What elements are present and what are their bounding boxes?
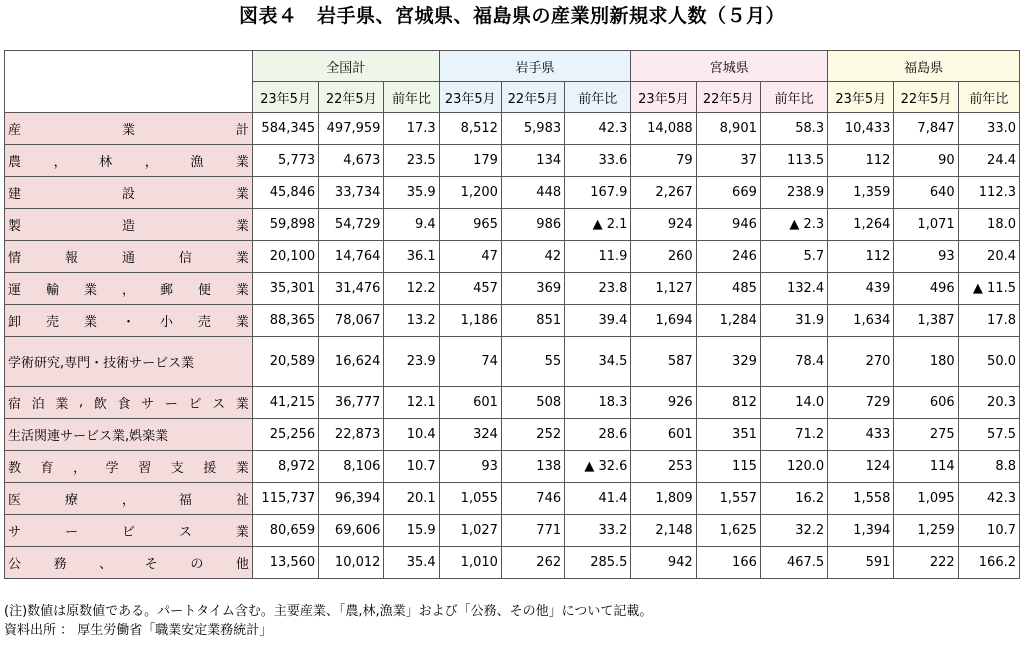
industry-label-char: ス bbox=[212, 397, 226, 412]
industry-label bbox=[5, 145, 253, 177]
industry-label-char: の bbox=[190, 557, 204, 572]
value-cell: 253 bbox=[631, 451, 696, 483]
value-cell: 1,095 bbox=[894, 483, 958, 515]
value-cell: 34.5 bbox=[565, 337, 631, 387]
value-cell: 1,127 bbox=[631, 273, 696, 305]
value-cell: 20,589 bbox=[252, 337, 318, 387]
industry-label-char: 売 bbox=[45, 315, 59, 330]
value-cell: 1,694 bbox=[631, 305, 696, 337]
value-cell: 45,846 bbox=[252, 177, 318, 209]
value-cell: 439 bbox=[828, 273, 894, 305]
industry-label-char: ， bbox=[121, 493, 135, 508]
industry-label-char: 業 bbox=[235, 461, 249, 476]
industry-label bbox=[5, 419, 253, 451]
value-cell: 606 bbox=[894, 387, 958, 419]
value-cell: 729 bbox=[828, 387, 894, 419]
value-cell: 8,972 bbox=[252, 451, 318, 483]
value-cell: 262 bbox=[501, 547, 564, 579]
industry-label-char: 業 bbox=[83, 283, 97, 298]
industry-label-char: 運 bbox=[8, 283, 22, 298]
value-cell: 42.3 bbox=[565, 113, 631, 145]
value-cell: 20.1 bbox=[384, 483, 439, 515]
value-cell: 33,734 bbox=[319, 177, 384, 209]
value-cell: 222 bbox=[894, 547, 958, 579]
value-cell: 69,606 bbox=[319, 515, 384, 547]
sub-header-iwate-2: 前年比 bbox=[565, 82, 631, 113]
value-cell: 587 bbox=[631, 337, 696, 387]
industry-label-char: 業 bbox=[235, 315, 249, 330]
table-row bbox=[5, 387, 1020, 419]
industry-label bbox=[5, 547, 253, 579]
value-cell: 23.8 bbox=[565, 273, 631, 305]
value-cell: 93 bbox=[894, 241, 958, 273]
value-cell: 50.0 bbox=[958, 337, 1019, 387]
value-cell: 1,186 bbox=[439, 305, 501, 337]
industry-label bbox=[5, 273, 253, 305]
industry-label bbox=[5, 451, 253, 483]
value-cell: ▲ 2.1 bbox=[565, 209, 631, 241]
value-cell: 8,512 bbox=[439, 113, 501, 145]
value-cell: 2,148 bbox=[631, 515, 696, 547]
value-cell: 369 bbox=[501, 273, 564, 305]
table-row bbox=[5, 305, 1020, 337]
value-cell: 433 bbox=[828, 419, 894, 451]
value-cell: 41.4 bbox=[565, 483, 631, 515]
industry-label-char: 業 bbox=[235, 283, 249, 298]
sub-header-national-2: 前年比 bbox=[384, 82, 439, 113]
industry-label-char: ， bbox=[73, 461, 87, 476]
industry-label-char: ・ bbox=[121, 315, 135, 330]
value-cell: 31.9 bbox=[760, 305, 827, 337]
industry-label bbox=[5, 177, 253, 209]
value-cell: 166.2 bbox=[958, 547, 1019, 579]
value-cell: 112 bbox=[828, 145, 894, 177]
value-cell: 31,476 bbox=[319, 273, 384, 305]
industry-label-char: 業 bbox=[235, 155, 249, 170]
industry-label-char: サ bbox=[141, 397, 155, 412]
region-header-iwate: 岩手県 bbox=[439, 51, 631, 82]
value-cell: 601 bbox=[439, 387, 501, 419]
value-cell: 584,345 bbox=[252, 113, 318, 145]
industry-label-char: 情 bbox=[8, 251, 22, 266]
industry-label-char: 林 bbox=[99, 155, 113, 170]
footnote: (注)数値は原数値である。パートタイム含む。主要産業、「農,林,漁業」および「公務、その他」について記載。 bbox=[4, 604, 653, 619]
value-cell: 134 bbox=[501, 145, 564, 177]
value-cell: 57.5 bbox=[958, 419, 1019, 451]
value-cell: 179 bbox=[439, 145, 501, 177]
value-cell: 42.3 bbox=[958, 483, 1019, 515]
value-cell: 37 bbox=[696, 145, 760, 177]
value-cell: 78.4 bbox=[760, 337, 827, 387]
value-cell: 88,365 bbox=[252, 305, 318, 337]
value-cell: ▲ 32.6 bbox=[565, 451, 631, 483]
value-cell: 114 bbox=[894, 451, 958, 483]
value-cell: 1,200 bbox=[439, 177, 501, 209]
value-cell: 74 bbox=[439, 337, 501, 387]
sub-header-national-0: 23年5月 bbox=[252, 82, 318, 113]
industry-label-char: 輸 bbox=[45, 283, 59, 298]
value-cell: 10.4 bbox=[384, 419, 439, 451]
value-cell: 32.2 bbox=[760, 515, 827, 547]
value-cell: 14,764 bbox=[319, 241, 384, 273]
industry-label bbox=[5, 483, 253, 515]
value-cell: 260 bbox=[631, 241, 696, 273]
industry-label-char: 学術研究,専門・技術サービス業 bbox=[8, 356, 195, 371]
value-cell: 138 bbox=[501, 451, 564, 483]
industry-label-char: ー bbox=[64, 525, 78, 540]
value-cell: 36.1 bbox=[384, 241, 439, 273]
value-cell: 942 bbox=[631, 547, 696, 579]
value-cell: 1,284 bbox=[696, 305, 760, 337]
value-cell: 17.3 bbox=[384, 113, 439, 145]
value-cell: 42 bbox=[501, 241, 564, 273]
value-cell: 1,634 bbox=[828, 305, 894, 337]
industry-label-char: ビ bbox=[121, 525, 135, 540]
value-cell: 1,557 bbox=[696, 483, 760, 515]
industry-label-char: 習 bbox=[138, 461, 152, 476]
industry-label-char: ， bbox=[144, 155, 158, 170]
sub-header-miyagi-2: 前年比 bbox=[760, 82, 827, 113]
value-cell: 1,055 bbox=[439, 483, 501, 515]
table-row bbox=[5, 177, 1020, 209]
industry-label-char: 宿 bbox=[8, 397, 22, 412]
table-row bbox=[5, 483, 1020, 515]
industry-label-char: 育 bbox=[40, 461, 54, 476]
value-cell: 20.3 bbox=[958, 387, 1019, 419]
value-cell: 485 bbox=[696, 273, 760, 305]
industry-label-char: 飲 bbox=[93, 397, 107, 412]
industry-label-char: 生活関連サービス業,娯楽業 bbox=[8, 429, 169, 444]
industry-label-char: 業 bbox=[235, 525, 249, 540]
value-cell: 124 bbox=[828, 451, 894, 483]
industry-label-char: 信 bbox=[178, 251, 192, 266]
industry-label-char: 公 bbox=[8, 557, 22, 572]
value-cell: 35,301 bbox=[252, 273, 318, 305]
value-cell: 669 bbox=[696, 177, 760, 209]
industry-label-char: 祉 bbox=[235, 493, 249, 508]
value-cell: 24.4 bbox=[958, 145, 1019, 177]
table-row bbox=[5, 515, 1020, 547]
value-cell: 18.3 bbox=[565, 387, 631, 419]
industry-label bbox=[5, 305, 253, 337]
value-cell: 28.6 bbox=[565, 419, 631, 451]
table-row bbox=[5, 451, 1020, 483]
value-cell: 14.0 bbox=[760, 387, 827, 419]
value-cell: 270 bbox=[828, 337, 894, 387]
value-cell: 10,433 bbox=[828, 113, 894, 145]
industry-label-char: 業 bbox=[55, 397, 69, 412]
table-row bbox=[5, 113, 1020, 145]
industry-label-char: ， bbox=[53, 155, 67, 170]
table-row bbox=[5, 273, 1020, 305]
value-cell: 16,624 bbox=[319, 337, 384, 387]
region-header-miyagi: 宮城県 bbox=[631, 51, 828, 82]
job-openings-table bbox=[4, 50, 1020, 579]
value-cell: 238.9 bbox=[760, 177, 827, 209]
industry-label-char: 療 bbox=[64, 493, 78, 508]
value-cell: 851 bbox=[501, 305, 564, 337]
value-cell: 13.2 bbox=[384, 305, 439, 337]
industry-label-char: 農 bbox=[8, 155, 22, 170]
industry-label bbox=[5, 387, 253, 419]
value-cell: 351 bbox=[696, 419, 760, 451]
value-cell: 33.0 bbox=[958, 113, 1019, 145]
industry-label-char: 建 bbox=[8, 187, 22, 202]
industry-label-char: 業 bbox=[235, 251, 249, 266]
industry-label-char: 設 bbox=[121, 187, 135, 202]
value-cell: 33.2 bbox=[565, 515, 631, 547]
industry-label-char: 、 bbox=[99, 557, 113, 572]
value-cell: 113.5 bbox=[760, 145, 827, 177]
value-cell: 9.4 bbox=[384, 209, 439, 241]
value-cell: 508 bbox=[501, 387, 564, 419]
sub-header-fukushima-0: 23年5月 bbox=[828, 82, 894, 113]
value-cell: 252 bbox=[501, 419, 564, 451]
region-header-fukushima: 福島県 bbox=[828, 51, 1020, 82]
industry-label-char: 便 bbox=[197, 283, 211, 298]
value-cell: 924 bbox=[631, 209, 696, 241]
value-cell: 35.4 bbox=[384, 547, 439, 579]
value-cell: 11.9 bbox=[565, 241, 631, 273]
page-title: 図表４ 岩手県、宮城県、福島県の産業別新規求人数（５月） bbox=[238, 5, 785, 27]
value-cell: 13,560 bbox=[252, 547, 318, 579]
table-row bbox=[5, 419, 1020, 451]
source-note: 資料出所 ： 厚生労働省「職業安定業務統計」 bbox=[4, 623, 273, 638]
value-cell: ▲ 2.3 bbox=[760, 209, 827, 241]
industry-label-char: 報 bbox=[64, 251, 78, 266]
value-cell: 166 bbox=[696, 547, 760, 579]
value-cell: 23.9 bbox=[384, 337, 439, 387]
table-row bbox=[5, 145, 1020, 177]
value-cell: 275 bbox=[894, 419, 958, 451]
corner-cell bbox=[5, 51, 253, 113]
value-cell: 10.7 bbox=[958, 515, 1019, 547]
table-row bbox=[5, 337, 1020, 387]
value-cell: 90 bbox=[894, 145, 958, 177]
value-cell: 1,558 bbox=[828, 483, 894, 515]
value-cell: 96,394 bbox=[319, 483, 384, 515]
industry-label-char: 売 bbox=[197, 315, 211, 330]
value-cell: 496 bbox=[894, 273, 958, 305]
value-cell: 33.6 bbox=[565, 145, 631, 177]
value-cell: 591 bbox=[828, 547, 894, 579]
industry-label-char: , bbox=[79, 395, 84, 410]
industry-label-char: 他 bbox=[235, 557, 249, 572]
value-cell: 78,067 bbox=[319, 305, 384, 337]
value-cell: 324 bbox=[439, 419, 501, 451]
industry-label-char: 小 bbox=[159, 315, 173, 330]
value-cell: 1,394 bbox=[828, 515, 894, 547]
value-cell: 36,777 bbox=[319, 387, 384, 419]
region-header-row bbox=[5, 51, 1020, 82]
industry-label-char: 食 bbox=[117, 397, 131, 412]
value-cell: 16.2 bbox=[760, 483, 827, 515]
value-cell: 5,773 bbox=[252, 145, 318, 177]
value-cell: 4,673 bbox=[319, 145, 384, 177]
value-cell: 1,071 bbox=[894, 209, 958, 241]
value-cell: 8.8 bbox=[958, 451, 1019, 483]
value-cell: 79 bbox=[631, 145, 696, 177]
value-cell: 329 bbox=[696, 337, 760, 387]
value-cell: 5.7 bbox=[760, 241, 827, 273]
value-cell: 746 bbox=[501, 483, 564, 515]
industry-label-char: 郵 bbox=[159, 283, 173, 298]
sub-header-iwate-1: 22年5月 bbox=[501, 82, 564, 113]
value-cell: 285.5 bbox=[565, 547, 631, 579]
value-cell: 93 bbox=[439, 451, 501, 483]
value-cell: 58.3 bbox=[760, 113, 827, 145]
industry-label-char: 福 bbox=[178, 493, 192, 508]
value-cell: 12.1 bbox=[384, 387, 439, 419]
value-cell: 23.5 bbox=[384, 145, 439, 177]
industry-label-char: 製 bbox=[8, 219, 22, 234]
value-cell: 20,100 bbox=[252, 241, 318, 273]
value-cell: 17.8 bbox=[958, 305, 1019, 337]
value-cell: 55 bbox=[501, 337, 564, 387]
table-row bbox=[5, 547, 1020, 579]
value-cell: 180 bbox=[894, 337, 958, 387]
value-cell: 1,359 bbox=[828, 177, 894, 209]
value-cell: 986 bbox=[501, 209, 564, 241]
industry-label-char: 業 bbox=[235, 219, 249, 234]
industry-label-char: 泊 bbox=[31, 397, 45, 412]
industry-label-char: ビ bbox=[188, 397, 202, 412]
sub-header-miyagi-0: 23年5月 bbox=[631, 82, 696, 113]
industry-label-char: ， bbox=[121, 283, 135, 298]
value-cell: 12.2 bbox=[384, 273, 439, 305]
industry-label-char: 造 bbox=[121, 219, 135, 234]
industry-label-char: 務 bbox=[53, 557, 67, 572]
value-cell: 120.0 bbox=[760, 451, 827, 483]
value-cell: 22,873 bbox=[319, 419, 384, 451]
value-cell: 771 bbox=[501, 515, 564, 547]
industry-label-char: 支 bbox=[170, 461, 184, 476]
value-cell: 457 bbox=[439, 273, 501, 305]
value-cell: 601 bbox=[631, 419, 696, 451]
industry-label bbox=[5, 209, 253, 241]
industry-label-char: そ bbox=[144, 557, 158, 572]
industry-label-char: ス bbox=[178, 525, 192, 540]
value-cell: ▲ 11.5 bbox=[958, 273, 1019, 305]
industry-label-char: 卸 bbox=[8, 315, 22, 330]
industry-label-char: 教 bbox=[8, 461, 22, 476]
value-cell: 54,729 bbox=[319, 209, 384, 241]
sub-header-national-1: 22年5月 bbox=[319, 82, 384, 113]
value-cell: 1,010 bbox=[439, 547, 501, 579]
value-cell: 965 bbox=[439, 209, 501, 241]
industry-label-char: 業 bbox=[83, 315, 97, 330]
industry-label-char: ー bbox=[164, 397, 178, 412]
value-cell: 812 bbox=[696, 387, 760, 419]
value-cell: 80,659 bbox=[252, 515, 318, 547]
value-cell: 20.4 bbox=[958, 241, 1019, 273]
region-header-national: 全国計 bbox=[252, 51, 439, 82]
sub-header-iwate-0: 23年5月 bbox=[439, 82, 501, 113]
value-cell: 25,256 bbox=[252, 419, 318, 451]
value-cell: 926 bbox=[631, 387, 696, 419]
industry-label bbox=[5, 337, 253, 387]
industry-label-char: 産 bbox=[8, 123, 22, 138]
value-cell: 112 bbox=[828, 241, 894, 273]
industry-label-char: 業 bbox=[235, 397, 249, 412]
value-cell: 246 bbox=[696, 241, 760, 273]
industry-label-char: 業 bbox=[121, 123, 135, 138]
industry-label-char: 通 bbox=[121, 251, 135, 266]
value-cell: 132.4 bbox=[760, 273, 827, 305]
value-cell: 10,012 bbox=[319, 547, 384, 579]
value-cell: 167.9 bbox=[565, 177, 631, 209]
table-row bbox=[5, 209, 1020, 241]
industry-label bbox=[5, 515, 253, 547]
value-cell: 8,106 bbox=[319, 451, 384, 483]
value-cell: 1,027 bbox=[439, 515, 501, 547]
industry-label bbox=[5, 241, 253, 273]
value-cell: 7,847 bbox=[894, 113, 958, 145]
industry-label-char: サ bbox=[8, 525, 22, 540]
value-cell: 47 bbox=[439, 241, 501, 273]
value-cell: 10.7 bbox=[384, 451, 439, 483]
industry-label-char: 医 bbox=[8, 493, 22, 508]
value-cell: 1,809 bbox=[631, 483, 696, 515]
value-cell: 640 bbox=[894, 177, 958, 209]
industry-label-char: 援 bbox=[203, 461, 217, 476]
sub-header-fukushima-2: 前年比 bbox=[958, 82, 1019, 113]
value-cell: 5,983 bbox=[501, 113, 564, 145]
value-cell: 946 bbox=[696, 209, 760, 241]
value-cell: 1,259 bbox=[894, 515, 958, 547]
sub-header-miyagi-1: 22年5月 bbox=[696, 82, 760, 113]
value-cell: 35.9 bbox=[384, 177, 439, 209]
value-cell: 15.9 bbox=[384, 515, 439, 547]
value-cell: 1,264 bbox=[828, 209, 894, 241]
value-cell: 18.0 bbox=[958, 209, 1019, 241]
industry-label-char: 漁 bbox=[190, 155, 204, 170]
value-cell: 71.2 bbox=[760, 419, 827, 451]
value-cell: 115,737 bbox=[252, 483, 318, 515]
sub-header-fukushima-1: 22年5月 bbox=[894, 82, 958, 113]
value-cell: 497,959 bbox=[319, 113, 384, 145]
value-cell: 59,898 bbox=[252, 209, 318, 241]
industry-label-char: 計 bbox=[235, 123, 249, 138]
value-cell: 448 bbox=[501, 177, 564, 209]
value-cell: 39.4 bbox=[565, 305, 631, 337]
value-cell: 467.5 bbox=[760, 547, 827, 579]
value-cell: 1,387 bbox=[894, 305, 958, 337]
value-cell: 14,088 bbox=[631, 113, 696, 145]
value-cell: 2,267 bbox=[631, 177, 696, 209]
industry-label-char: 業 bbox=[235, 187, 249, 202]
industry-label bbox=[5, 113, 253, 145]
value-cell: 1,625 bbox=[696, 515, 760, 547]
value-cell: 115 bbox=[696, 451, 760, 483]
industry-label-char: 学 bbox=[105, 461, 119, 476]
value-cell: 112.3 bbox=[958, 177, 1019, 209]
value-cell: 41,215 bbox=[252, 387, 318, 419]
value-cell: 8,901 bbox=[696, 113, 760, 145]
table-row bbox=[5, 241, 1020, 273]
